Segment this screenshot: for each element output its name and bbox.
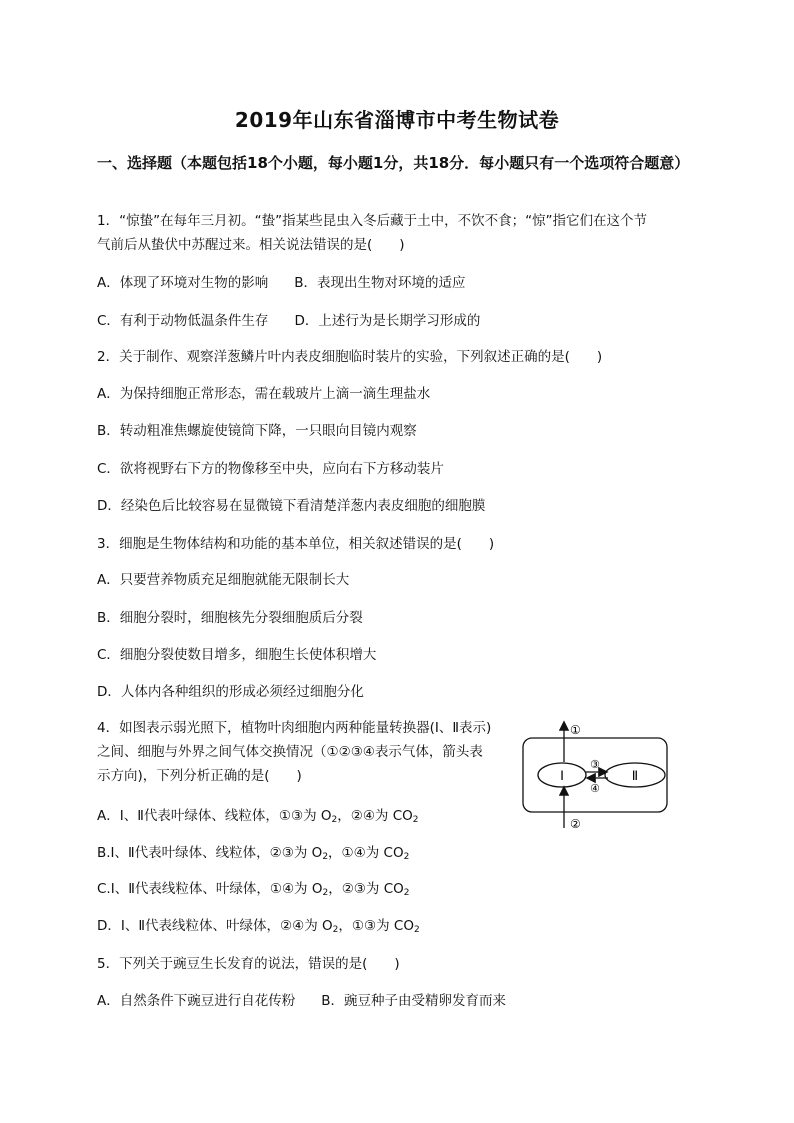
q3-option-d: D．人体内各种组织的形成必须经过细胞分化 <box>97 684 364 700</box>
q3-option-b: B．细胞分裂时，细胞核先分裂细胞质后分裂 <box>97 610 363 626</box>
gas-label-1: ① <box>570 723 581 737</box>
organelle-right-label: Ⅱ <box>631 768 639 783</box>
organelle-left-label: Ⅰ <box>560 768 564 783</box>
cell-gas-exchange-diagram <box>520 718 670 832</box>
q2-option-a: A．为保持细胞正常形态，需在载玻片上滴一滴生理盐水 <box>97 386 431 402</box>
q4-option-d: D．Ⅰ、Ⅱ代表线粒体、叶绿体，②④为 $O_2$，①③为 $CO_2$ <box>97 918 420 935</box>
q4-option-c: C.Ⅰ、Ⅱ代表线粒体、叶绿体，①④为 $O_2$，②③为 $CO_2$ <box>97 881 410 898</box>
q1-stem-line1: 1．“惊蛰”在每年三月初。“蛰”指某些昆虫入冬后藏于土中，不饮不食；“惊”指它们在这个节 <box>97 213 648 229</box>
q1-option-c: C．有利于动物低温条件生存 <box>97 313 269 329</box>
q1-option-b: B．表现出生物对环境的适应 <box>294 275 466 291</box>
q2-option-b: B．转动粗准焦螺旋使镜筒下降，一只眼向目镜内观察 <box>97 423 417 439</box>
q3-option-c: C．细胞分裂使数目增多，细胞生长使体积增大 <box>97 647 377 663</box>
q1-option-a: A．体现了环境对生物的影响 <box>97 275 269 291</box>
q4-stem-line2: 之间、细胞与外界之间气体交换情况（①②③④表示气体，箭头表 <box>97 744 483 760</box>
q4-option-a: A．Ⅰ、Ⅱ代表叶绿体、线粒体，①③为 $O_2$，②④为 $CO_2$ <box>97 808 419 825</box>
q1-options-row1 <box>97 273 466 293</box>
q4-stem-line3: 示方向)，下列分析正确的是( ) <box>97 768 302 784</box>
gas-label-2: ② <box>570 817 581 831</box>
gas-label-3: ③ <box>590 758 600 771</box>
q3-stem: 3．细胞是生物体结构和功能的基本单位，相关叙述错误的是( ) <box>97 536 495 552</box>
gas-label-4: ④ <box>590 782 600 795</box>
section-heading: 一、选择题（本题包括18个小题，每小题1分，共18分．每小题只有一个选项符合题意） <box>97 154 690 172</box>
q3-option-a: A．只要营养物质充足细胞就能无限制长大 <box>97 572 350 588</box>
q5-options-row1 <box>97 991 506 1011</box>
q5-option-a: A．自然条件下豌豆进行自花传粉 <box>97 993 296 1009</box>
q2-option-d: D．经染色后比较容易在显微镜下看清楚洋葱内表皮细胞的细胞膜 <box>97 498 486 514</box>
q1-stem-line2: 气前后从蛰伏中苏醒过来。相关说法错误的是( ) <box>97 237 405 253</box>
q5-stem: 5．下列关于豌豆生长发育的说法，错误的是( ) <box>97 956 400 972</box>
cell-outline <box>523 738 667 812</box>
q2-option-c: C．欲将视野右下方的物像移至中央，应向右下方移动装片 <box>97 461 444 477</box>
q2-stem: 2．关于制作、观察洋葱鳞片叶内表皮细胞临时装片的实验，下列叙述正确的是( ) <box>97 349 603 365</box>
q1-options-row2 <box>97 311 480 331</box>
q4-stem-line1: 4．如图表示弱光照下，植物叶肉细胞内两种能量转换器(Ⅰ、Ⅱ表示) <box>97 720 492 736</box>
q4-option-b: B.Ⅰ、Ⅱ代表叶绿体、线粒体，②③为 $O_2$，①④为 $CO_2$ <box>97 845 410 862</box>
q5-option-b: B．豌豆种子由受精卵发育而来 <box>321 993 507 1009</box>
exam-title: 2019年山东省淄博市中考生物试卷 <box>234 108 560 132</box>
q1-option-d: D．上述行为是长期学习形成的 <box>294 313 481 329</box>
